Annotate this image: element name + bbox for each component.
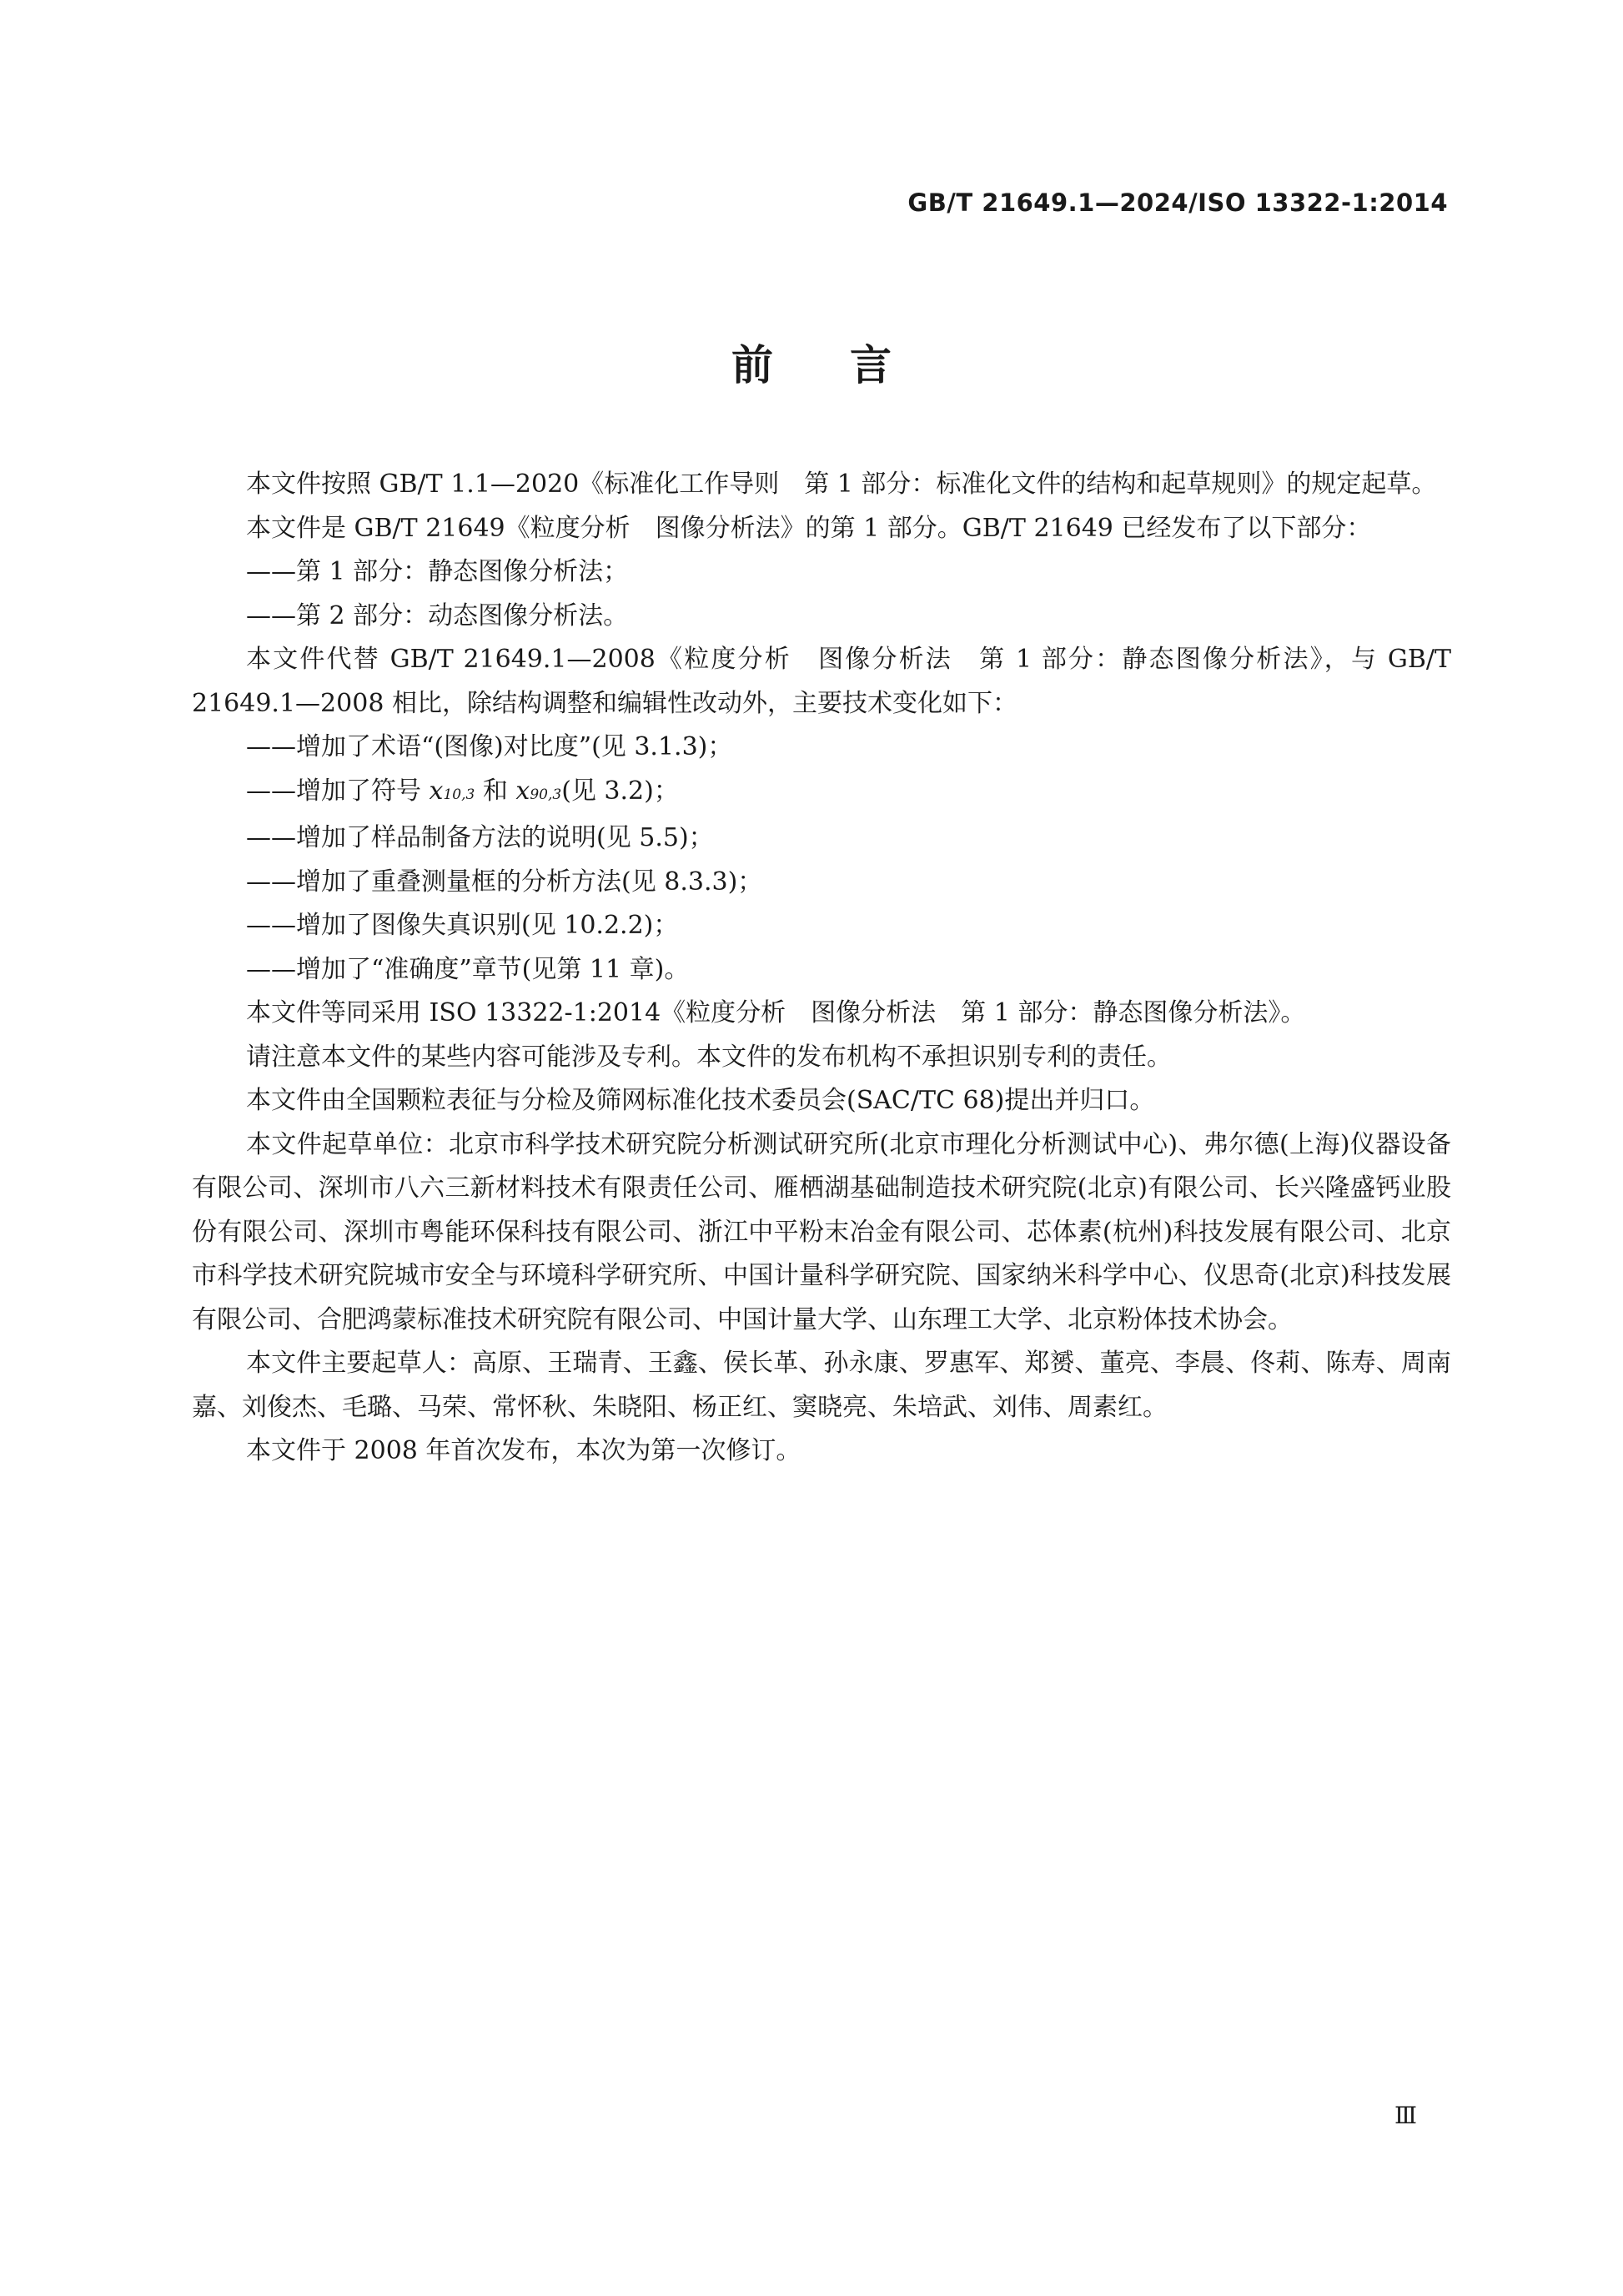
paragraph-committee: 本文件由全国颗粒表征与分检及筛网标准化技术委员会(SAC/TC 68)提出并归口。 — [246, 1086, 1155, 1115]
paragraph-part-info: 本文件是 GB/T 21649《粒度分析 图像分析法》的第 1 部分。GB/T 21649 已经发布了以下部分： — [246, 513, 1372, 543]
symbol-prefix: ——增加了符号 — [246, 776, 430, 806]
paragraph-drafting-units: 本文件起草单位：北京市科学技术研究院分析测试研究所(北京市理化分析测试中心)、弗尔德(上海)仪器设备有限公司、深圳市八六三新材料技术有限责任公司、雁栖湖基础制造技术研究院(北京)有限公司、长兴隆盛钙业股份有限公司、深圳市粤能环保科技有限公司、浙江中平粉末冶金有限公司、芯体素(杭州)科技发展有限公司、北京市科学技术研究院城市安全与环境科学研究所、中国计量科学研究院、国家纳米科学中心、仪思奇(北京)科技发展有限公司、合肥鸿蒙标准技术研究院有限公司、中国计量大学、山东理工大学、北京粉体技术协会。 — [192, 1129, 1451, 1334]
list-item-change-contrast: ——增加了术语“(图像)对比度”(见 3.1.3)； — [246, 732, 733, 761]
list-item-change-overlap: ——增加了重叠测量框的分析方法(见 8.3.3)； — [246, 867, 763, 897]
paragraph-history: 本文件于 2008 年首次发布，本次为第一次修订。 — [246, 1436, 801, 1465]
document-body — [192, 463, 1451, 1474]
symbol-x-10-3: x — [429, 776, 444, 806]
list-item-change-symbols — [192, 770, 1451, 817]
page-title: 前言 — [731, 341, 968, 389]
symbol-suffix: (见 3.2)； — [561, 776, 679, 806]
paragraph-iso-adoption: 本文件等同采用 ISO 13322-1:2014《粒度分析 图像分析法 第 1 部分：静态图像分析法》。 — [246, 998, 1306, 1027]
paragraph-drafting-rules: 本文件按照 GB/T 1.1—2020《标准化工作导则 第 1 部分：标准化文件的结构和起草规则》的规定起草。 — [246, 470, 1437, 499]
list-item-change-sample-prep: ——增加了样品制备方法的说明(见 5.5)； — [246, 823, 714, 852]
symbol-subscript-90-3: 90,3 — [530, 786, 562, 803]
paragraph-patent-notice: 请注意本文件的某些内容可能涉及专利。本文件的发布机构不承担识别专利的责任。 — [246, 1042, 1172, 1072]
symbol-and: 和 — [475, 776, 516, 806]
list-item-part-2: ——第 2 部分：动态图像分析法。 — [246, 600, 629, 631]
symbol-subscript-10-3: 10,3 — [443, 786, 475, 803]
list-item-change-distortion: ——增加了图像失真识别(见 10.2.2)； — [246, 911, 679, 940]
paragraph-drafters: 本文件主要起草人：高原、王瑞青、王鑫、侯长革、孙永康、罗惠军、郑赟、董亮、李晨、佟莉、陈寿、周南嘉、刘俊杰、毛璐、马荣、常怀秋、朱晓阳、杨正红、窦晓亮、朱培武、刘伟、周素红。 — [192, 1349, 1451, 1422]
symbol-x-90-3: x — [515, 776, 530, 806]
list-item-part-1: ——第 1 部分：静态图像分析法； — [246, 557, 629, 586]
standard-identifier: GB/T 21649.1—2024/ISO 13322-1:2014 — [907, 188, 1448, 217]
page-number: Ⅲ — [1394, 2102, 1418, 2129]
list-item-change-accuracy: ——增加了“准确度”章节(见第 11 章)。 — [246, 954, 690, 984]
paragraph-replacement: 本文件代替 GB/T 21649.1—2008《粒度分析 图像分析法 第 1 部分：静态图像分析法》，与 GB/T 21649.1—2008 相比，除结构调整和编辑性改动外，主要技术变化如下： — [192, 645, 1451, 718]
